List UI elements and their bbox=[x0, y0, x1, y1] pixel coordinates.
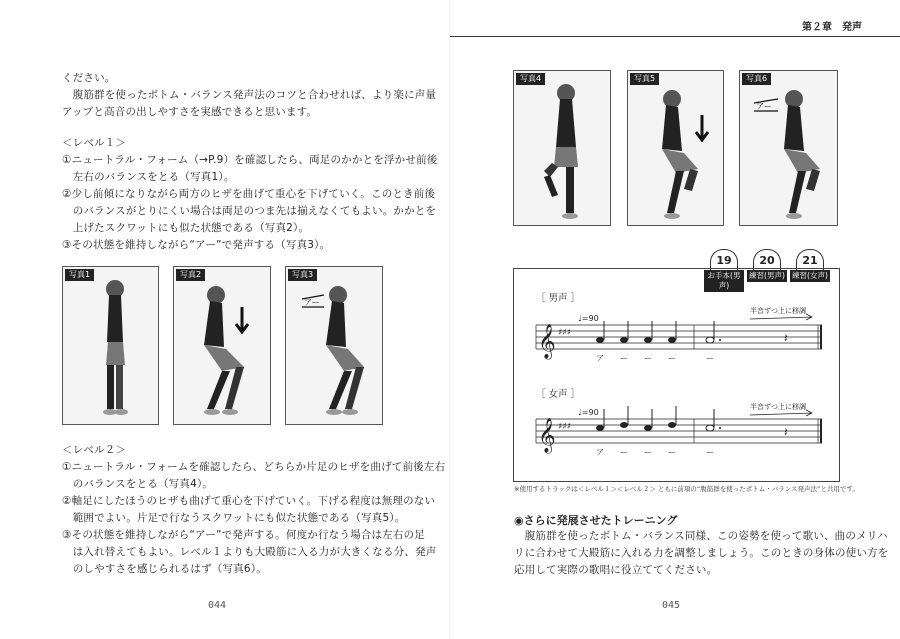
svg-text:𝄽: 𝄽 bbox=[784, 425, 788, 439]
svg-text:𝄽: 𝄽 bbox=[784, 331, 788, 345]
level2-line: ①ニュートラル・フォームを確認したら、どちらか片足のヒザを曲げて前後左右 bbox=[62, 461, 446, 473]
one-leg-voice-figure-image bbox=[740, 71, 837, 225]
page-number: 044 bbox=[208, 600, 227, 611]
track-number: 19 bbox=[710, 249, 738, 270]
photo-3 bbox=[285, 266, 383, 425]
key-signature-icon: ♯♯♯ bbox=[558, 328, 572, 338]
syllable: ア bbox=[596, 354, 604, 363]
tempo-marking: ♩=90 bbox=[578, 408, 599, 417]
photo-label: 写真2 bbox=[176, 269, 205, 281]
level2-line: ②軸足にしたほうのヒザも曲げて重心を下げていく。下げる程度は無理のない bbox=[62, 495, 436, 507]
syllable: ア bbox=[596, 448, 604, 457]
level2-line: は入れ替えてもよい。レベル１よりも大殿筋に入る力が大きくなる分、発声 bbox=[62, 546, 437, 558]
one-leg-figure-image bbox=[514, 71, 610, 225]
syllable: ー bbox=[668, 354, 676, 363]
down-arrow-icon bbox=[696, 115, 708, 140]
photo-label: 写真6 bbox=[742, 73, 771, 85]
photo-2 bbox=[173, 266, 271, 425]
track-usage-note: ※使用するトラックは＜レベル１＞＜レベル２＞ ともに前項の“腹筋群を使ったボトム・バランス発声法”と共用です。 bbox=[514, 485, 859, 493]
level1-line: ②少し前傾になりながら両方のヒザを曲げて重心を下げていく。このとき前後 bbox=[62, 188, 436, 200]
syllable: ー bbox=[620, 354, 628, 363]
photo-6 bbox=[739, 70, 838, 226]
squat-figure-image bbox=[174, 267, 270, 424]
track-label: 練習(男声) bbox=[747, 270, 787, 282]
syllable: ー bbox=[644, 448, 652, 457]
male-staff bbox=[536, 325, 822, 349]
level2-heading: ＜レベル２＞ bbox=[62, 444, 127, 456]
one-leg-squat-figure-image bbox=[628, 71, 723, 225]
level1-line: ③その状態を維持しながら“アー”で発声する（写真3）。 bbox=[62, 239, 331, 251]
syllable: ー bbox=[668, 448, 676, 457]
level2-line: 範囲でよい。片足で行なうスクワットにも似た状態である（写真5）。 bbox=[62, 512, 406, 524]
photo-label: 写真1 bbox=[65, 269, 94, 281]
photo-label: 写真5 bbox=[630, 73, 659, 85]
header-rule bbox=[450, 36, 900, 37]
tempo-marking: ♩=90 bbox=[578, 314, 599, 323]
modulation-label: 半音ずつ上に移調 bbox=[750, 307, 806, 315]
photo-label: 写真4 bbox=[516, 73, 545, 85]
page-number: 045 bbox=[662, 600, 681, 611]
track-number: 20 bbox=[753, 249, 781, 270]
photo-5 bbox=[627, 70, 724, 226]
syllable: ー bbox=[620, 448, 628, 457]
section-line: 腹筋群を使ったボトム・バランス同様、この姿勢を使って歌い、曲のメリハ bbox=[514, 530, 888, 542]
level1-line: 上げたスクワットにも似た状態である（写真2）。 bbox=[62, 222, 310, 234]
standing-figure-image bbox=[63, 267, 158, 424]
score-drawing bbox=[514, 269, 839, 481]
photo-1 bbox=[62, 266, 159, 425]
track-label: お手本(男声) bbox=[704, 270, 744, 292]
female-score-label: ［ 女声 ］ bbox=[536, 389, 581, 400]
right-page bbox=[450, 0, 900, 639]
track-label: 練習(女声) bbox=[790, 270, 830, 282]
track-number: 21 bbox=[796, 249, 824, 270]
key-signature-icon: ♯♯♯ bbox=[558, 422, 572, 432]
level1-line: のバランスがとりにくい場合は両足のつま先は揃えなくてもよい。かかとを bbox=[62, 205, 437, 217]
photo-label: 写真3 bbox=[288, 269, 317, 281]
photo-4 bbox=[513, 70, 611, 226]
syllable: ー bbox=[706, 448, 714, 457]
down-arrow-icon bbox=[236, 307, 248, 332]
level1-line: 左右のバランスをとる（写真1）。 bbox=[62, 171, 235, 183]
syllable: ー bbox=[644, 354, 652, 363]
section-line: リに合わせて大殿筋に入れる力を調整しましょう。このときの身体の使い方を bbox=[514, 547, 889, 559]
level1-line: ①ニュートラル・フォーム（→P.9）を確認したら、両足のかかとを浮かせ前後 bbox=[62, 154, 438, 166]
squat-voice-figure-image bbox=[286, 267, 382, 424]
level2-line: のバランスをとる（写真4）。 bbox=[62, 478, 214, 490]
photo-voice-text: アー bbox=[756, 102, 772, 111]
music-score bbox=[513, 268, 840, 482]
intro-line: ください。 bbox=[62, 72, 116, 84]
level1-heading: ＜レベル１＞ bbox=[62, 137, 127, 149]
treble-clef-icon: 𝄞 bbox=[538, 324, 556, 359]
intro-line: 腹筋群を使ったボトム・バランス発声法のコツと合わせれば、より楽に声量 bbox=[62, 89, 437, 101]
female-staff bbox=[536, 419, 822, 443]
intro-line: アップと高音の出しやすさを実感できると思います。 bbox=[62, 106, 318, 118]
male-notes bbox=[596, 321, 788, 345]
male-score-label: ［ 男声 ］ bbox=[536, 293, 581, 304]
section-line: 応用して実際の歌唱に役立ててください。 bbox=[514, 564, 718, 576]
syllable: ー bbox=[706, 354, 714, 363]
level2-line: ③その状態を維持しながら“アー”で発声する。何度か行なう場合は左右の足 bbox=[62, 529, 425, 541]
photo-voice-text: アー bbox=[304, 298, 320, 307]
section-heading: ◉さらに発展させたトレーニング bbox=[514, 514, 678, 527]
treble-clef-icon: 𝄞 bbox=[538, 418, 556, 453]
chapter-header: 第２章 発声 bbox=[802, 22, 862, 33]
modulation-label: 半音ずつ上に移調 bbox=[750, 403, 806, 411]
level2-line: のしやすさを感じられるはず（写真6）。 bbox=[62, 563, 267, 575]
